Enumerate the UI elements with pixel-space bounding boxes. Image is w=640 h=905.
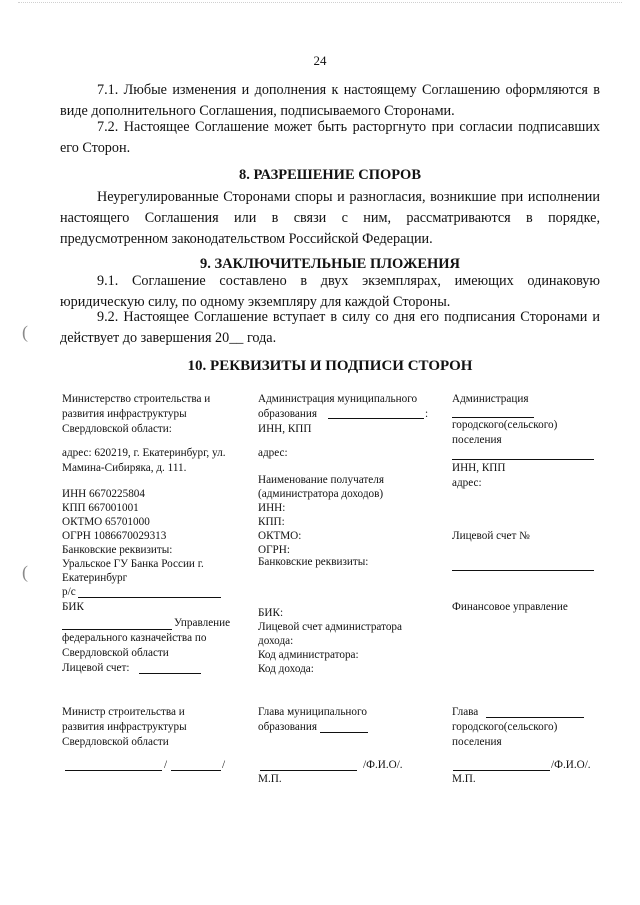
col2-admin-code: Код администратора: [258, 649, 359, 661]
col2-org-line-2: образования [258, 408, 318, 420]
col3-account-blank-line [452, 570, 594, 571]
col2-bik: БИК: [258, 607, 284, 619]
col2-kpp: КПП: [258, 516, 285, 528]
sig3-fio: /Ф.И.О/. [551, 759, 591, 771]
page-number: 24 [313, 53, 327, 68]
sig3-title-line-2: городского(сельского) [452, 721, 558, 733]
col2-org-colon: : [425, 408, 429, 420]
sig2-title-line-2: образования [258, 721, 318, 733]
col1-org-line-2: развития инфраструктуры [62, 408, 187, 420]
sig2-org-blank-line [320, 732, 368, 733]
sig3-stamp-mark: М.П. [452, 773, 476, 785]
col1-fk-line-1: федерального казначейства по [62, 632, 207, 644]
col3-account: Лицевой счет № [452, 530, 530, 542]
col2-inn-kpp: ИНН, КПП [258, 423, 312, 435]
col1-fk-line-2: Свердловской области [62, 647, 169, 659]
sig3-signature-line [453, 770, 550, 771]
col1-oktmo: ОКТМО 65701000 [62, 516, 150, 528]
sig1-slash-1: / [164, 759, 168, 771]
section-9-heading: 9. ЗАКЛЮЧИТЕЛЬНЫЕ ПЛОЖЕНИЯ [199, 256, 461, 272]
col2-bank-label: Банковские реквизиты: [258, 556, 369, 568]
sig3-title-line-3: поселения [452, 736, 502, 748]
col3-settlement-line-1: городского(сельского) [452, 419, 558, 431]
col2-recipient-line-2: (администратора доходов) [258, 488, 384, 500]
col1-ls-label: Лицевой счет: [62, 662, 130, 674]
paragraph-9-1: 9.1. Соглашение составлено в двух экземплярах, имеющих одинаковую юридическую силу, по одному экземпляру для каждой Стороны. [60, 273, 600, 310]
sig1-title-line-2: развития инфраструктуры [62, 721, 187, 733]
sig3-title-line-1: Глава [452, 706, 479, 718]
col1-ls-blank-line [139, 673, 201, 674]
sig2-stamp-mark: М.П. [258, 773, 282, 785]
paragraph-7-1: 7.1. Любые изменения и дополнения к настоящему Соглашению оформляются в виде дополнительного Соглашения, подписываемого Сторонами. [60, 82, 600, 119]
col1-rs-label: р/с [62, 586, 76, 598]
col1-bank-line-2: Екатеринбург [62, 572, 128, 584]
scan-edge-streak [18, 2, 622, 3]
margin-hole-mark: ( [22, 562, 28, 582]
col2-income-code: Код дохода: [258, 663, 314, 675]
col1-org-line-1: Министерство строительства и [62, 393, 211, 405]
sig1-signature-line [65, 770, 162, 771]
sig1-name-line [171, 770, 221, 771]
col1-bank-line-1: Уральское ГУ Банка России г. [62, 558, 204, 570]
paragraph-9-2: 9.2. Настоящее Соглашение вступает в силу со дня его подписания Сторонами и действует до завершения 20__ года. [60, 309, 600, 346]
col1-upr-label: Управление [174, 617, 231, 629]
col2-ls-line-1: Лицевой счет администратора [258, 621, 402, 633]
sig1-title-line-1: Министр строительства и [62, 706, 185, 718]
col1-address-line-2: Мамина-Сибиряка, д. 111. [62, 462, 187, 474]
margin-hole-mark: ( [22, 322, 28, 342]
col3-address: адрес: [452, 477, 482, 489]
col2-inn: ИНН: [258, 502, 286, 514]
col3-inn-kpp: ИНН, КПП [452, 462, 506, 474]
col2-org-line-1: Администрация муниципального [258, 393, 418, 405]
col3-divider-line [452, 459, 594, 460]
col3-settlement-line-2: поселения [452, 434, 502, 446]
col2-org-blank-line [328, 418, 424, 419]
sig3-name-blank-line [486, 717, 584, 718]
col1-kpp: КПП 667001001 [62, 502, 139, 514]
col1-address-line-1: адрес: 620219, г. Екатеринбург, ул. [62, 447, 226, 459]
col1-bik-label: БИК [62, 601, 84, 613]
col2-oktmo: ОКТМО: [258, 530, 302, 542]
col1-rs-blank-line [78, 597, 221, 598]
col2-ls-line-2: дохода: [258, 635, 294, 647]
sig1-slash-2: / [222, 759, 226, 771]
col1-ogrn: ОГРН 1086670029313 [62, 530, 167, 542]
sig2-signature-line [260, 770, 357, 771]
sig2-fio: /Ф.И.О/. [363, 759, 403, 771]
col3-finance-dept: Финансовое управление [452, 601, 568, 613]
sig1-title-line-3: Свердловской области [62, 736, 169, 748]
col1-upr-blank-line [62, 629, 172, 630]
sig2-title-line-1: Глава муниципального [258, 706, 367, 718]
paragraph-7-2: 7.2. Настоящее Соглашение может быть расторгнуто при согласии подписавших его Сторон. [60, 119, 600, 156]
paragraph-8: Неурегулированные Сторонами споры и разногласия, возникшие при исполнении настоящего Соглашения или в связи с ним, рассматриваются в порядке, предусмотренном законодательством Российской Федерации. [60, 189, 600, 247]
col2-ogrn: ОГРН: [258, 544, 290, 556]
col1-org-line-3: Свердловской области: [62, 423, 172, 435]
col2-recipient-line-1: Наименование получателя [258, 474, 384, 486]
col1-bank-label: Банковские реквизиты: [62, 544, 173, 556]
col3-org: Администрация [452, 393, 529, 405]
col1-inn: ИНН 6670225804 [62, 488, 145, 500]
section-10-heading: 10. РЕКВИЗИТЫ И ПОДПИСИ СТОРОН [187, 358, 473, 374]
section-8-heading: 8. РАЗРЕШЕНИЕ СПОРОВ [239, 167, 421, 183]
col2-address: адрес: [258, 447, 288, 459]
